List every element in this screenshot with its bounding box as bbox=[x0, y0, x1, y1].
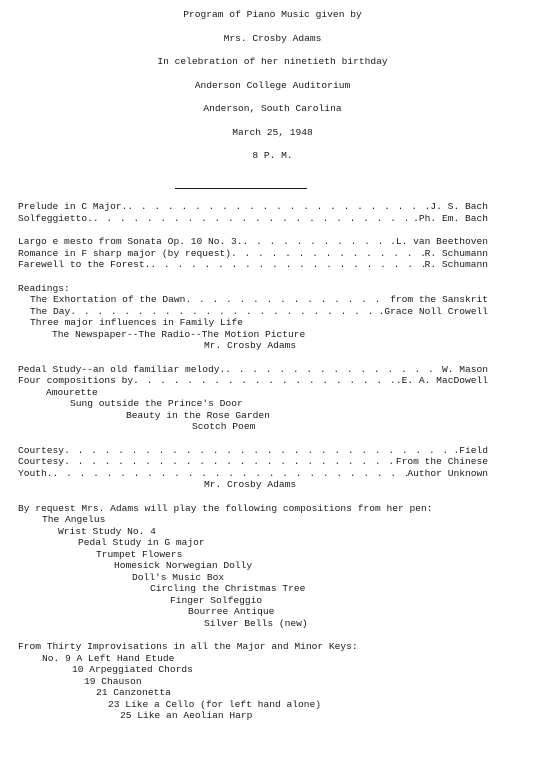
dot-leader bbox=[127, 201, 424, 213]
piece-title: Finger Solfeggio bbox=[170, 594, 263, 606]
program-row bbox=[18, 364, 488, 376]
piece-composer: .L. van Beethoven bbox=[390, 236, 488, 247]
dot-leader bbox=[225, 364, 442, 376]
dot-leader bbox=[150, 259, 424, 271]
program-row bbox=[18, 375, 488, 387]
piece-title: 10 Arpeggiated Chords bbox=[72, 664, 193, 675]
divider-rule bbox=[175, 188, 307, 189]
program-row bbox=[18, 445, 488, 457]
dot-leader bbox=[243, 236, 391, 248]
program-row bbox=[18, 213, 488, 225]
piece-title: Doll's Music Box bbox=[132, 571, 225, 583]
program-row bbox=[18, 456, 488, 468]
header-performer: Mrs. Crosby Adams bbox=[223, 32, 322, 44]
piece-composer: .J. S. Bach bbox=[424, 201, 488, 212]
reader-name: Mr. Crosby Adams bbox=[204, 340, 297, 351]
piece-title: Bourree Antique bbox=[188, 606, 275, 617]
piece-title: No. 9 A Left Hand Etude bbox=[42, 652, 175, 664]
reading-title: Courtesy bbox=[18, 444, 65, 456]
piece-title: 21 Canzonetta bbox=[96, 687, 171, 698]
dot-leader bbox=[64, 445, 453, 457]
piece-title: The Angelus bbox=[42, 514, 106, 525]
header-venue: Anderson College Auditorium bbox=[194, 79, 351, 91]
dot-leader bbox=[53, 468, 408, 480]
header-title: Program of Piano Music given by bbox=[183, 9, 362, 20]
piece-title: Largo e mesto from Sonata Op. 10 No. 3. bbox=[18, 236, 243, 247]
program-row bbox=[18, 248, 488, 260]
piece-title: Prelude in C Major. bbox=[18, 201, 128, 212]
program-body bbox=[18, 201, 488, 722]
program-row bbox=[18, 294, 488, 306]
header-occasion: In celebration of her ninetieth birthday bbox=[157, 56, 388, 67]
dot-leader bbox=[93, 213, 413, 225]
piece-title: Homesick Norwegian Dolly bbox=[114, 560, 253, 571]
piece-title: Beauty in the Rose Garden bbox=[126, 409, 270, 421]
reading-title: Youth. bbox=[18, 467, 53, 479]
piece-composer: W. Mason bbox=[441, 363, 488, 375]
piece-title: Circling the Christmas Tree bbox=[150, 583, 306, 594]
piece-composer: R. Schumann bbox=[424, 259, 488, 270]
program-row bbox=[18, 236, 488, 248]
piece-composer: .Ph. Em. Bach bbox=[413, 212, 488, 224]
reading-title: The Exhortation of the Dawn bbox=[30, 294, 186, 305]
piece-composer: R. Schumann bbox=[424, 247, 488, 259]
header-location: Anderson, South Carolina bbox=[203, 103, 342, 114]
piece-title: Wrist Study No. 4 bbox=[58, 525, 156, 537]
piece-title: Amourette bbox=[46, 386, 98, 398]
reading-title: Courtesy bbox=[18, 456, 65, 467]
program-row bbox=[18, 201, 488, 213]
header-date: March 25, 1948 bbox=[232, 126, 313, 138]
reading-source: from the Sanskrit bbox=[390, 294, 488, 305]
dot-leader bbox=[70, 306, 378, 318]
program-row bbox=[18, 306, 488, 318]
piece-title: 23 Like a Cello (for left hand alone) bbox=[108, 698, 322, 710]
piece-title: 25 Like an Aeolian Harp bbox=[120, 710, 253, 721]
dot-leader bbox=[231, 248, 425, 260]
reading-title: The Day bbox=[30, 305, 71, 317]
dot-leader bbox=[185, 294, 390, 306]
improvisations-intro: From Thirty Improvisations in all the Major and Minor Keys: bbox=[18, 641, 358, 652]
reading-title: Three major influences in Family Life bbox=[30, 317, 244, 328]
piece-title: Sung outside the Prince's Door bbox=[70, 398, 243, 409]
reading-source: .Grace Noll Crowell bbox=[378, 305, 488, 317]
piece-composer: .E. A. MacDowell bbox=[395, 375, 488, 386]
piece-title: Trumpet Flowers bbox=[96, 548, 183, 560]
piece-title: Solfeggietto. bbox=[18, 212, 93, 224]
piece-title: Farewell to the Forest. bbox=[18, 259, 151, 270]
dot-leader bbox=[133, 375, 396, 387]
header-time: 8 P. M. bbox=[252, 150, 293, 161]
reading-subtitle: The Newspaper--The Radio--The Motion Picture bbox=[52, 328, 306, 340]
piece-title: 19 Chauson bbox=[84, 675, 142, 687]
piece-title: Scotch Poem bbox=[192, 421, 256, 432]
program-header bbox=[0, 8, 545, 173]
reading-source: .Field bbox=[453, 444, 488, 456]
dot-leader bbox=[64, 456, 396, 468]
program-row bbox=[18, 259, 488, 271]
piece-title: Pedal Study in G major bbox=[78, 537, 205, 548]
program-row bbox=[18, 468, 488, 480]
piece-title: Silver Bells (new) bbox=[204, 617, 308, 629]
reading-source: From the Chinese bbox=[395, 456, 488, 467]
piece-title: Romance in F sharp major (by request) bbox=[18, 247, 232, 259]
readings-heading: Readings: bbox=[18, 282, 70, 294]
request-intro: By request Mrs. Adams will play the following compositions from her pen: bbox=[18, 502, 433, 514]
reading-source: Author Unknown bbox=[407, 467, 488, 479]
piece-title: Four compositions by bbox=[18, 375, 134, 386]
reader-name: Mr. Crosby Adams bbox=[204, 479, 297, 490]
piece-title: Pedal Study--an old familiar melody. bbox=[18, 363, 226, 375]
